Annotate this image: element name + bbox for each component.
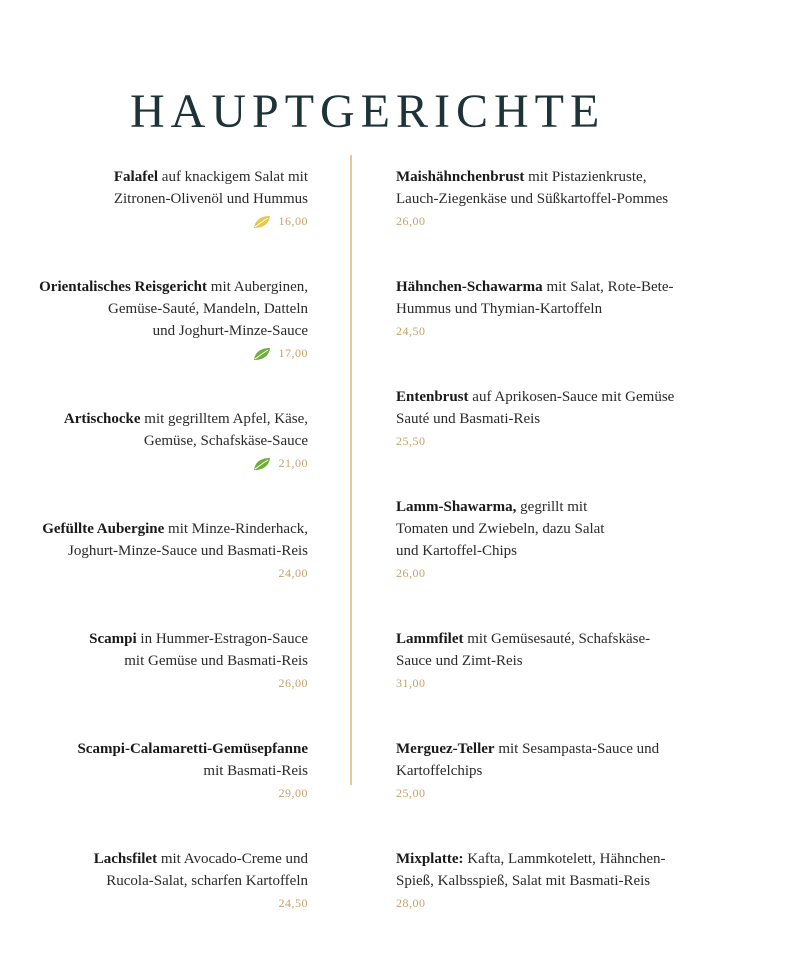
dish-description: Gemüse-Sauté, Mandeln, Datteln xyxy=(108,301,308,317)
menu-item-line xyxy=(18,848,308,870)
dish-name: Merguez-Teller xyxy=(396,741,495,757)
dish-price xyxy=(18,892,308,914)
dish-price xyxy=(396,562,696,584)
dish-description: Kafta, Lammkotelett, Hähnchen- xyxy=(463,851,666,867)
dish-price xyxy=(18,210,308,232)
menu-item xyxy=(396,386,696,452)
price-value: 26,00 xyxy=(396,214,426,228)
dish-description: Lauch-Ziegenkäse und Süßkartoffel-Pommes xyxy=(396,191,669,207)
menu-item-line xyxy=(396,848,696,870)
menu-item-line xyxy=(396,496,696,518)
price-value: 17,00 xyxy=(278,346,308,360)
dish-description: mit Basmati-Reis xyxy=(203,763,308,779)
price-value: 24,50 xyxy=(278,896,308,910)
dish-description: mit Gemüsesauté, Schafskäse- xyxy=(463,631,651,647)
menu-item-line xyxy=(18,408,308,430)
dish-price xyxy=(18,452,308,474)
dish-name: Scampi xyxy=(89,631,137,647)
dish-description: und Kartoffel-Chips xyxy=(396,543,517,559)
dish-description: Tomaten und Zwiebeln, dazu Salat xyxy=(396,521,605,537)
menu-item-line xyxy=(396,628,696,650)
dish-price xyxy=(18,342,308,364)
dish-price xyxy=(396,430,696,452)
dish-price xyxy=(18,672,308,694)
menu-item-line xyxy=(396,738,696,760)
menu-item-line xyxy=(18,166,308,188)
menu-item xyxy=(18,738,308,804)
menu-item xyxy=(396,628,696,694)
menu-item-line xyxy=(18,628,308,650)
dish-name: Gefüllte Aubergine xyxy=(42,521,165,537)
dish-name: Orientalisches Reisgericht xyxy=(39,279,208,295)
dish-description: mit Gemüse und Basmati-Reis xyxy=(124,653,308,669)
dish-description: Hummus und Thymian-Kartoffeln xyxy=(396,301,603,317)
menu-item xyxy=(18,518,308,584)
price-value: 26,00 xyxy=(396,566,426,580)
menu-column-right xyxy=(396,166,696,958)
dish-price xyxy=(396,210,696,232)
menu-item-line xyxy=(396,386,696,408)
menu-item xyxy=(396,848,696,914)
page-title: HAUPTGERICHTE xyxy=(130,85,606,138)
dish-name: Lamm-Shawarma, xyxy=(396,499,517,515)
dish-description: mit Sesampasta-Sauce und xyxy=(494,741,660,757)
menu-item-line xyxy=(18,738,308,760)
menu-item xyxy=(18,628,308,694)
dish-description: mit Avocado-Creme und xyxy=(157,851,308,867)
price-value: 29,00 xyxy=(278,786,308,800)
menu-item-line xyxy=(18,518,308,540)
dish-description: mit gegrilltem Apfel, Käse, xyxy=(140,411,308,427)
menu-item-line xyxy=(18,276,308,298)
menu-item xyxy=(18,276,308,364)
vegetarian-leaf-icon xyxy=(253,347,271,361)
dish-name: Entenbrust xyxy=(396,389,469,405)
dish-price xyxy=(18,782,308,804)
dish-description: Rucola-Salat, scharfen Kartoffeln xyxy=(106,873,308,889)
menu-item xyxy=(396,496,696,584)
dish-description: Sauté und Basmati-Reis xyxy=(396,411,541,427)
menu-item xyxy=(396,738,696,804)
dish-description: mit Pistazienkruste, xyxy=(524,169,647,185)
menu-item-line xyxy=(396,166,696,188)
dish-name: Scampi-Calamaretti-Gemüsepfanne xyxy=(77,741,308,757)
dish-name: Lachsfilet xyxy=(93,851,158,867)
dish-description: und Joghurt-Minze-Sauce xyxy=(152,323,308,339)
dish-description: Gemüse, Schafskäse-Sauce xyxy=(143,433,308,449)
dish-description: mit Auberginen, xyxy=(207,279,308,295)
dish-description: mit Minze-Rinderhack, xyxy=(164,521,308,537)
price-value: 25,50 xyxy=(396,434,426,448)
dish-description: Kartoffelchips xyxy=(396,763,483,779)
dish-description: mit Salat, Rote-Bete- xyxy=(542,279,674,295)
price-value: 24,00 xyxy=(278,566,308,580)
dish-name: Hähnchen-Schawarma xyxy=(396,279,543,295)
dish-description: in Hummer-Estragon-Sauce xyxy=(136,631,308,647)
vegan-leaf-icon xyxy=(253,215,271,229)
dish-description: Zitronen-Olivenöl und Hummus xyxy=(113,191,308,207)
dish-price xyxy=(18,562,308,584)
dish-description: Sauce und Zimt-Reis xyxy=(396,653,523,669)
dish-description: auf Aprikosen-Sauce mit Gemüse xyxy=(468,389,675,405)
menu-item-line xyxy=(396,276,696,298)
price-value: 31,00 xyxy=(396,676,426,690)
dish-description: Spieß, Kalbsspieß, Salat mit Basmati-Reis xyxy=(396,873,651,889)
menu-column-left xyxy=(18,166,308,958)
dish-price xyxy=(396,782,696,804)
menu-item xyxy=(18,408,308,474)
dish-name: Maishähnchenbrust xyxy=(396,169,525,185)
dish-name: Artischocke xyxy=(63,411,141,427)
dish-price xyxy=(396,892,696,914)
menu-item xyxy=(18,166,308,232)
menu-item xyxy=(18,848,308,914)
dish-description: auf knackigem Salat mit xyxy=(158,169,308,185)
dish-name: Falafel xyxy=(113,169,159,185)
price-value: 26,00 xyxy=(278,676,308,690)
dish-description: gegrillt mit xyxy=(516,499,588,515)
column-divider xyxy=(350,155,352,785)
price-value: 24,50 xyxy=(396,324,426,338)
price-value: 16,00 xyxy=(278,214,308,228)
dish-name: Lammfilet xyxy=(396,631,464,647)
dish-description: Joghurt-Minze-Sauce und Basmati-Reis xyxy=(68,543,308,559)
dish-name: Mixplatte: xyxy=(396,851,464,867)
price-value: 25,00 xyxy=(396,786,426,800)
menu-item xyxy=(396,276,696,342)
menu-item xyxy=(396,166,696,232)
dish-price xyxy=(396,320,696,342)
price-value: 28,00 xyxy=(396,896,426,910)
vegetarian-leaf-icon xyxy=(253,457,271,471)
dish-price xyxy=(396,672,696,694)
price-value: 21,00 xyxy=(278,456,308,470)
